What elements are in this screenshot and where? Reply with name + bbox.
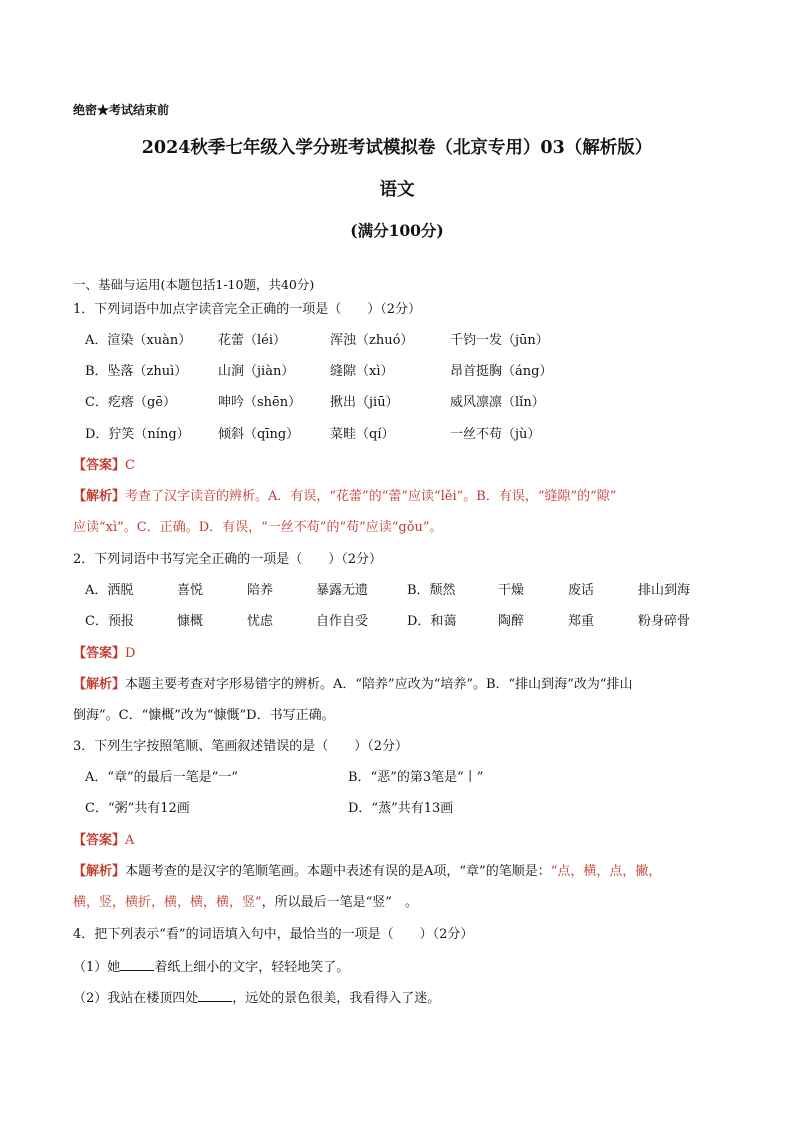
confidential-label: 绝密★考试结束前 [73, 103, 170, 117]
word-cell: 自作自受 [316, 614, 369, 629]
word-cell: 排山到海 [638, 583, 691, 598]
answer-tag: 【答案】 [73, 646, 126, 661]
option-cell: B．“恶”的第3笔是“丨” [348, 770, 484, 785]
option-cell: 缝隙（xì） [330, 364, 394, 379]
word-cell: D．和蔼 [407, 614, 457, 629]
word-cell: 粉身碎骨 [638, 614, 691, 629]
word-cell: 忧虑 [247, 614, 274, 629]
sentence-text: （2）我站在楼顶四处 [73, 991, 199, 1006]
q2-analysis-line-1 [73, 677, 632, 693]
option-cell: C．疙瘩（gē） [85, 395, 176, 410]
answer-value: A [125, 833, 135, 848]
analysis-tag: 【解析】 [73, 489, 126, 504]
option-cell: D．狞笑（níng） [85, 427, 190, 442]
word-cell: 陶醉 [498, 614, 525, 629]
score-note: (满分100分) [350, 221, 444, 240]
question-2-stem: 2．下列词语中书写完全正确的一项是（ ）（2分） [73, 552, 383, 567]
word-cell: B．颓然 [407, 583, 456, 598]
option-cell: 昂首挺胸（áng） [450, 364, 553, 379]
word-cell: 郑重 [568, 614, 595, 629]
word-cell: 暴露无遗 [316, 583, 369, 598]
sentence-text: （1）她 [73, 960, 121, 975]
subject-title: 语文 [379, 180, 415, 200]
analysis-text: 本题考查的是汉字的笔顺笔画。本题中表述有误的是A项，“章”的笔顺是： [125, 864, 551, 879]
word-cell: 陪养 [247, 583, 274, 598]
page-title: 2024秋季七年级入学分班考试模拟卷（北京专用）03（解析版） [141, 138, 653, 158]
option-cell: 千钧一发（jūn） [450, 333, 549, 348]
option-cell: 浑浊（zhuó） [330, 333, 414, 348]
sentence-text: ，远处的景色很美，我看得入了迷。 [232, 991, 441, 1006]
analysis-stroke-order: 横，竖，横折，横，横，横，竖” [73, 895, 262, 910]
analysis-tag: 【解析】 [73, 864, 126, 879]
option-cell: 倾斜（qīng） [218, 427, 300, 442]
option-cell: 揪出（jiū） [330, 395, 399, 410]
word-cell: 慷概 [177, 614, 204, 629]
option-cell: 花蕾（léi） [218, 333, 287, 348]
analysis-text: 考查了汉字读音的辨析。A．有误，“花蕾”的“蕾”应读“lěi”。B．有误，“缝隙”的“隙” [125, 489, 617, 504]
question-1-stem: 1．下列词语中加点字读音完全正确的一项是（ ）（2分） [73, 302, 422, 317]
word-cell: C．预报 [85, 614, 134, 629]
option-cell: 呻吟（shēn） [218, 395, 302, 410]
analysis-stroke-order: “点，横，点，撇， [550, 864, 662, 879]
analysis-text: ，所以最后一笔是“竖” 。 [261, 895, 418, 910]
option-cell: A．渲染（xuàn） [85, 333, 192, 348]
option-cell: B．坠落（zhuì） [85, 364, 188, 379]
q2-analysis-line-2: 倒海”。C．“慷概”改为“慷慨”D．书写正确。 [73, 708, 335, 723]
option-cell: 一丝不苟（jù） [450, 427, 541, 442]
analysis-text: 本题主要考查对字形易错字的辨析。A．“陪养”应改为“培养”。B．“排山到海”改为“排山 [125, 677, 633, 692]
answer-value: C [125, 458, 135, 473]
option-cell: 威风凛凛（lǐn） [450, 395, 545, 410]
option-cell: 山涧（jiàn） [218, 364, 295, 379]
fill-blank[interactable] [198, 989, 232, 1002]
option-cell: 菜畦（qí） [330, 427, 395, 442]
q4-sentence-2 [73, 989, 440, 1007]
answer-tag: 【答案】 [73, 458, 126, 473]
question-3-stem: 3．下列生字按照笔顺、笔画叙述错误的是（ ）（2分） [73, 739, 409, 754]
q2-answer [73, 646, 135, 662]
sentence-text: 着纸上细小的文字，轻轻地笑了。 [154, 960, 350, 975]
option-cell: D．“蒸”共有13画 [348, 801, 454, 816]
q1-answer [73, 458, 135, 474]
q3-answer [73, 833, 134, 849]
q3-analysis-line-1 [73, 864, 661, 880]
q1-analysis-line-2: 应读“xì”。C．正确。D．有误，“一丝不苟”的“苟”应读“gǒu”。 [73, 520, 443, 535]
option-cell: A．“章”的最后一笔是“一” [85, 770, 238, 785]
word-cell: 干燥 [498, 583, 525, 598]
option-cell: C．“粥”共有12画 [85, 801, 190, 816]
answer-value: D [125, 646, 136, 661]
answer-tag: 【答案】 [73, 833, 126, 848]
fill-blank[interactable] [120, 958, 154, 971]
q1-analysis-line-1 [73, 489, 616, 505]
word-cell: A．洒脱 [85, 583, 134, 598]
q3-analysis-line-2 [73, 895, 418, 911]
analysis-tag: 【解析】 [73, 677, 126, 692]
question-4-stem: 4．把下列表示“看”的词语填入句中，最恰当的一项是（ ）（2分） [73, 927, 474, 942]
word-cell: 废话 [568, 583, 595, 598]
word-cell: 喜悦 [177, 583, 204, 598]
section-heading: 一、基础与运用(本题包括1-10题，共40分) [73, 277, 315, 292]
q4-sentence-1 [73, 958, 349, 976]
